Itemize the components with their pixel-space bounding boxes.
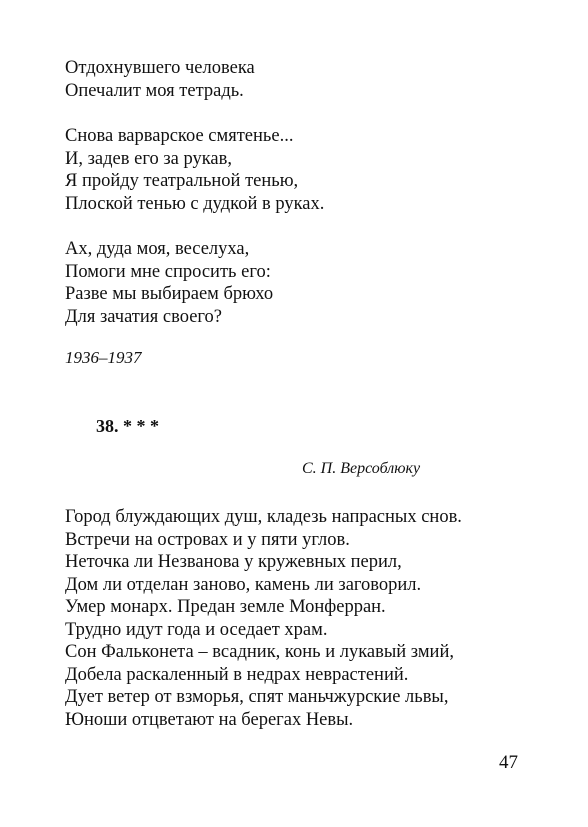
verse-line: Сон Фальконета – всадник, конь и лукавый змий, bbox=[65, 642, 454, 662]
stanza bbox=[65, 125, 324, 215]
verse-line: Снова варварское смятенье... bbox=[65, 126, 294, 146]
verse-line: Помоги мне спросить его: bbox=[65, 261, 271, 282]
poem-heading: 38. * * * bbox=[96, 416, 159, 436]
verse-line: Отдохнувшего человека bbox=[65, 58, 255, 78]
verse-line: Встречи на островах и у пяти углов. bbox=[65, 529, 350, 550]
verse-line: Опечалит моя тетрадь. bbox=[65, 80, 244, 101]
verse-line: Плоской тенью с дудкой в руках. bbox=[65, 193, 325, 214]
verse-line: Трудно идут года и оседает храм. bbox=[65, 619, 328, 640]
verse-line: И, задев его за рукав, bbox=[65, 148, 233, 169]
verse-line: Неточка ли Незванова у кружевных перил, bbox=[65, 552, 402, 572]
poem-date: 1936–1937 bbox=[65, 348, 142, 367]
stanza bbox=[65, 506, 462, 731]
verse-line: Добела раскаленный в недрах неврастений. bbox=[65, 664, 409, 685]
stanza bbox=[65, 238, 273, 328]
page-number: 47 bbox=[499, 752, 518, 773]
verse-line: Я пройду театральной тенью, bbox=[65, 171, 299, 191]
verse-line: Ах, дуда моя, веселуха, bbox=[65, 239, 250, 259]
verse-line: Для зачатия своего? bbox=[65, 306, 223, 327]
stanza bbox=[65, 57, 255, 102]
dedication: С. П. Версоблюку bbox=[302, 460, 421, 477]
verse-line: Город блуждающих душ, кладезь напрасных снов. bbox=[65, 507, 462, 527]
verse-line: Дом ли отделан заново, камень ли заговорил. bbox=[65, 574, 422, 595]
verse-line: Дует ветер от взморья, спят маньчжурские львы, bbox=[65, 687, 449, 707]
verse-line: Разве мы выбираем брюхо bbox=[65, 284, 274, 304]
verse-line: Умер монарх. Предан земле Монферран. bbox=[65, 597, 386, 617]
verse-line: Юноши отцветают на берегах Невы. bbox=[65, 709, 354, 730]
